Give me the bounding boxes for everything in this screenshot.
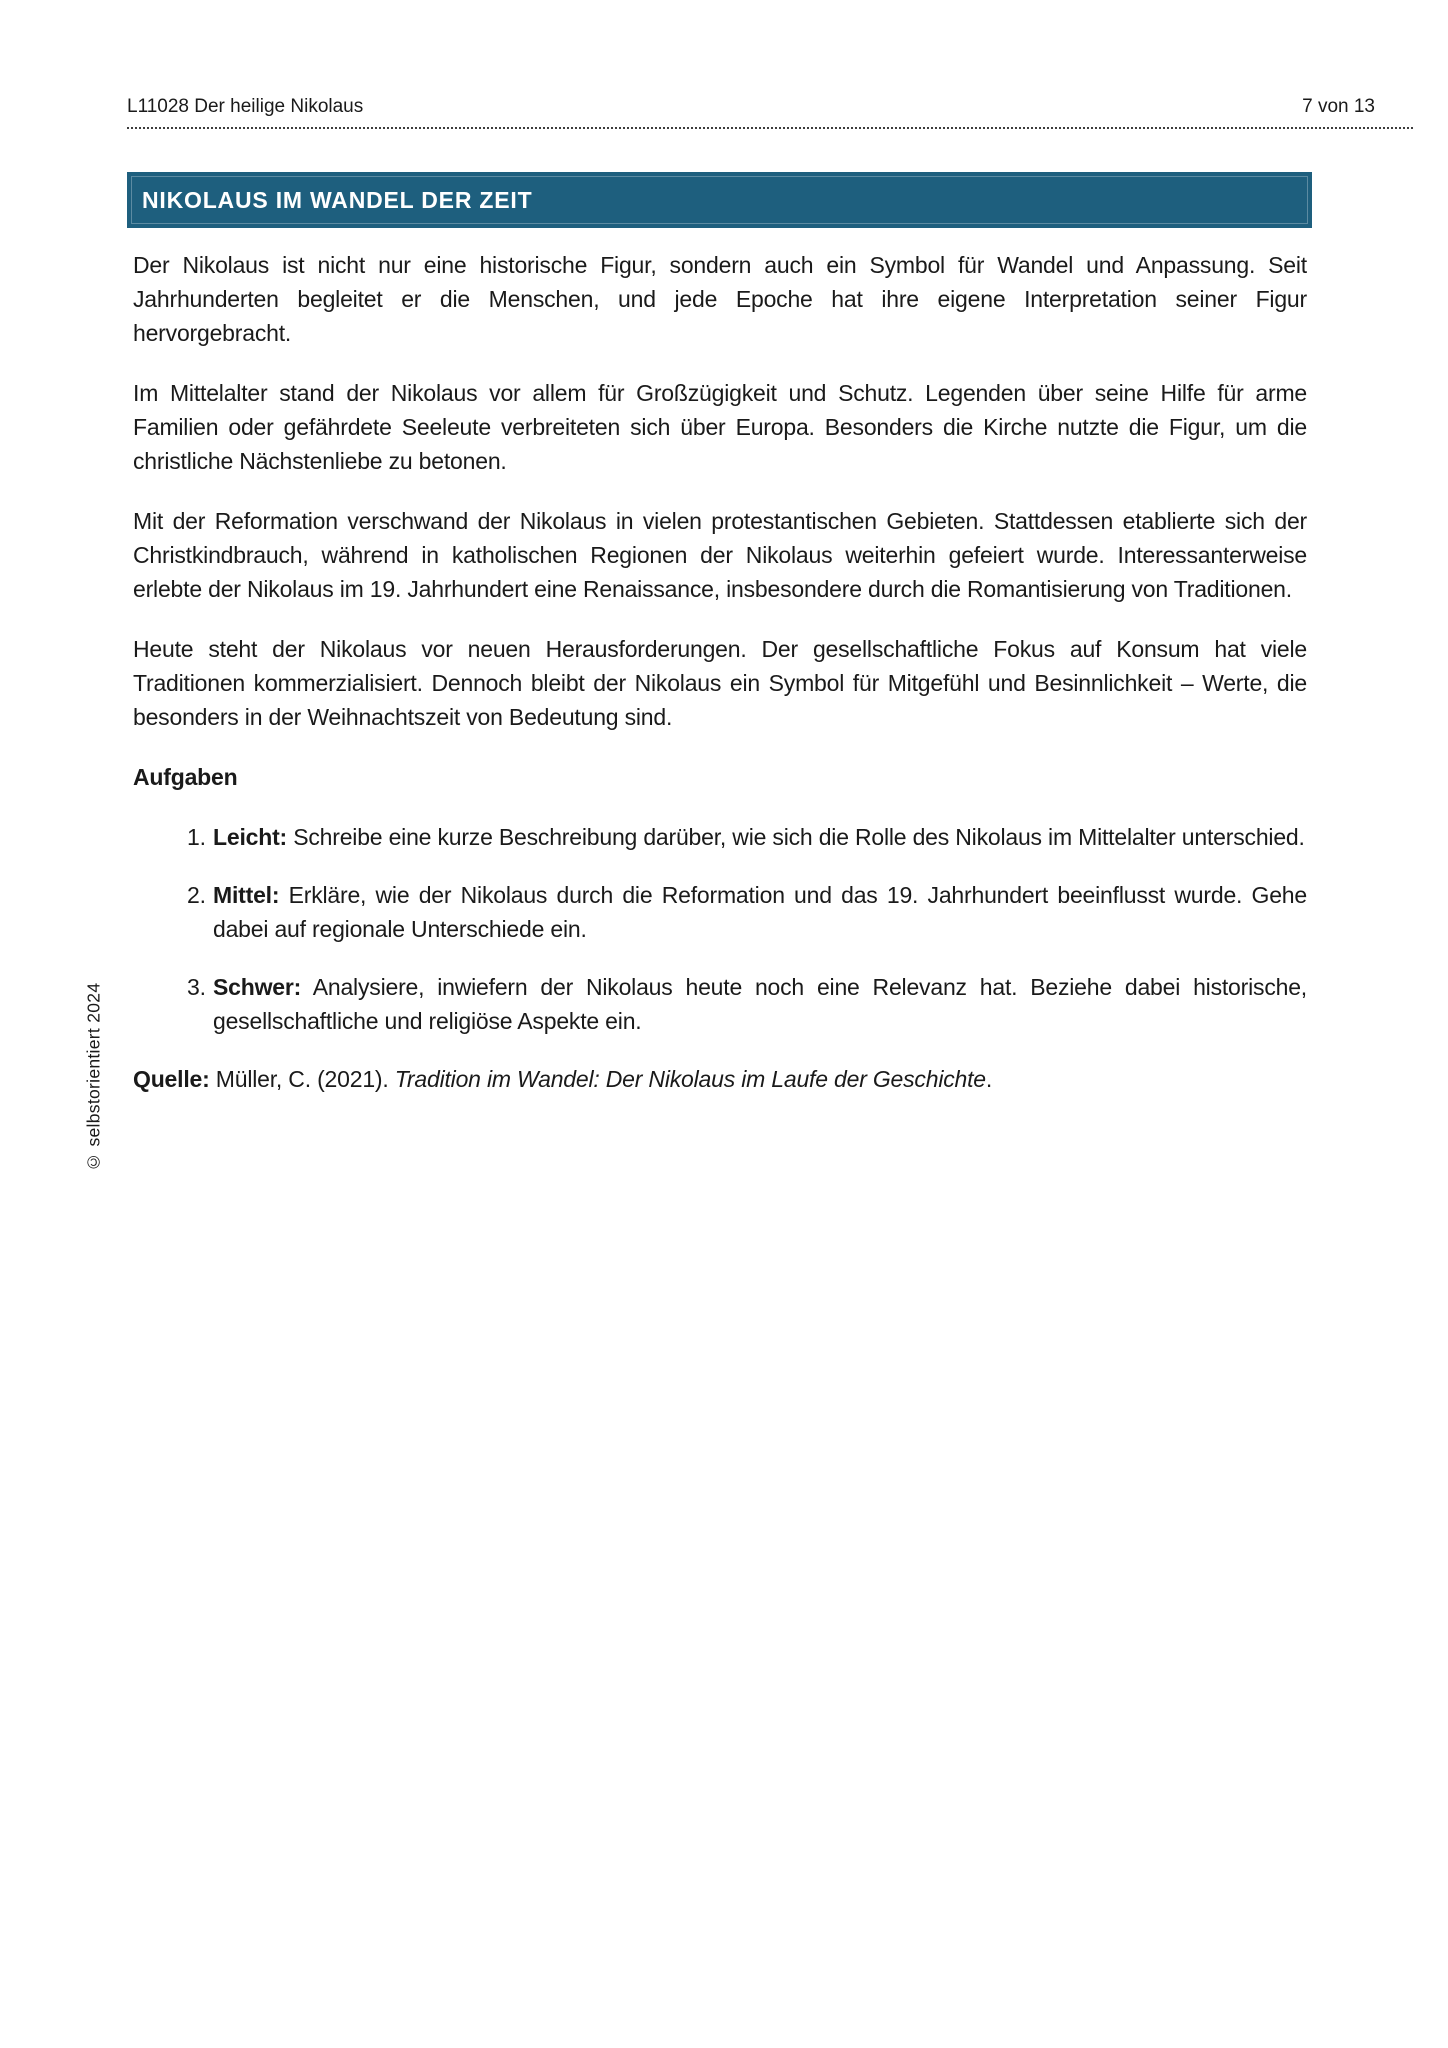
header-page-number: 7 von 13 bbox=[1302, 96, 1375, 117]
task-text: Analysiere, inwiefern der Nikolaus heute noch eine Relevanz hat. Beziehe dabei historische, gesellschaftliche und religiöse Aspekte ein. bbox=[213, 974, 1307, 1034]
task-number: 1. bbox=[187, 824, 206, 850]
copyright-vertical-text: © selbstorientiert 2024 bbox=[83, 982, 104, 1172]
source-author: Müller, C. (2021). bbox=[215, 1066, 389, 1092]
paragraph-mittelalter: Im Mittelalter stand der Nikolaus vor allem für Großzügigkeit und Schutz. Legenden über seine Hilfe für arme Familien oder gefährdete Seeleute verbreiteten sich über Europa. Besonders die Kirche nutzte die Figur, um die christliche Nächstenliebe zu betonen. bbox=[133, 380, 1307, 474]
source-period: . bbox=[985, 1066, 993, 1092]
header-document-title: L11028 Der heilige Nikolaus bbox=[127, 96, 364, 117]
task-number: 3. bbox=[187, 974, 206, 1000]
tasks-heading: Aufgaben bbox=[133, 764, 238, 790]
paragraph-heute: Heute steht der Nikolaus vor neuen Herausforderungen. Der gesellschaftliche Fokus auf Konsum hat viele Traditionen kommerzialisiert. Dennoch bleibt der Nikolaus ein Symbol für Mitgefühl und Besinnlichkeit – Werte, die besonders in der Weihnachtszeit von Bedeutung sind. bbox=[133, 636, 1307, 730]
task-text: Erkläre, wie der Nikolaus durch die Reformation und das 19. Jahrhundert beeinflusst wurde. Gehe dabei auf regionale Unterschiede ein. bbox=[213, 882, 1307, 942]
task-text: Schreibe eine kurze Beschreibung darüber, wie sich die Rolle des Nikolaus im Mittelalter unterschied. bbox=[293, 824, 1305, 850]
paragraph-intro: Der Nikolaus ist nicht nur eine historische Figur, sondern auch ein Symbol für Wandel und Anpassung. Seit Jahrhunderten begleitet er die Menschen, und jede Epoche hat ihre eigene Interpretation seiner Figur hervorgebracht. bbox=[133, 252, 1307, 346]
paragraph-reformation: Mit der Reformation verschwand der Nikolaus in vielen protestantischen Gebieten. Stattdessen etablierte sich der Christkindbrauch, während in katholischen Regionen der Nikolaus weiterhin gefeiert wurde. Interessanterweise erlebte der Nikolaus im 19. Jahrhundert eine Renaissance, insbesondere durch die Romantisierung von Traditionen. bbox=[133, 508, 1307, 602]
task-item-2 bbox=[133, 878, 1307, 946]
source-label: Quelle: bbox=[133, 1066, 210, 1092]
task-item-1 bbox=[133, 820, 1307, 854]
task-item-3 bbox=[133, 970, 1307, 1038]
source-title: Tradition im Wandel: Der Nikolaus im Laufe der Geschichte bbox=[394, 1066, 986, 1092]
document-body bbox=[133, 248, 1307, 1119]
source-line bbox=[133, 1062, 1307, 1096]
section-banner-title: NIKOLAUS IM WANDEL DER ZEIT bbox=[142, 186, 533, 213]
task-difficulty-label: Mittel: bbox=[213, 882, 280, 908]
task-number: 2. bbox=[187, 882, 206, 908]
task-difficulty-label: Leicht: bbox=[213, 824, 287, 850]
page-header bbox=[127, 96, 1413, 129]
task-difficulty-label: Schwer: bbox=[213, 974, 302, 1000]
section-banner bbox=[127, 172, 1312, 228]
